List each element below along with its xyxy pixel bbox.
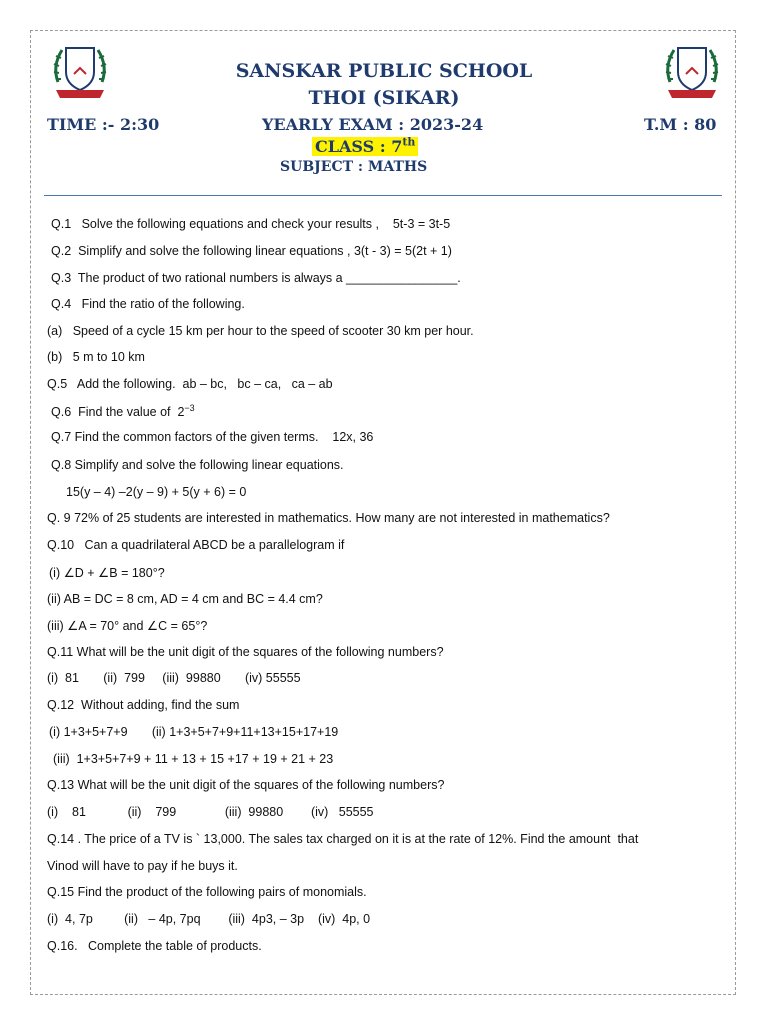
question-5: Q.5 Add the following. ab – bc, bc – ca, ca – ab	[47, 377, 333, 391]
question-10-iii: (iii) ∠A = 70° and ∠C = 65°?	[47, 619, 208, 633]
question-10-ii: (ii) AB = DC = 8 cm, AD = 4 cm and BC = 4.4 cm?	[47, 592, 323, 606]
question-2: Q.2 Simplify and solve the following linear equations , 3(t - 3) = 5(2t + 1)	[51, 244, 452, 258]
question-15: Q.15 Find the product of the following pairs of monomials.	[47, 885, 367, 899]
class-superscript: th	[402, 136, 416, 149]
question-8-equation: 15(y – 4) –2(y – 9) + 5(y + 6) = 0	[66, 485, 247, 499]
total-marks: T.M : 80	[644, 115, 717, 134]
question-3: Q.3 The product of two rational numbers is always a ________________.	[51, 271, 461, 285]
question-11-options: (i) 81 (ii) 799 (iii) 99880 (iv) 55555	[47, 671, 301, 685]
school-location: THOI (SIKAR)	[308, 87, 460, 109]
question-13-options: (i) 81 (ii) 799 (iii) 99880 (iv) 55555	[47, 805, 374, 819]
question-13: Q.13 What will be the unit digit of the squares of the following numbers?	[47, 778, 445, 792]
question-14-cont: Vinod will have to pay if he buys it.	[47, 859, 238, 873]
question-10: Q.10 Can a quadrilateral ABCD be a parallelogram if	[47, 538, 345, 552]
school-name: SANSKAR PUBLIC SCHOOL	[235, 60, 533, 82]
class-highlight	[312, 137, 418, 156]
question-7: Q.7 Find the common factors of the given terms. 12x, 36	[51, 430, 374, 444]
question-6-text: Q.6 Find the value of 2	[51, 405, 185, 420]
question-6	[51, 403, 195, 419]
question-8: Q.8 Simplify and solve the following linear equations.	[51, 458, 344, 472]
question-1: Q.1 Solve the following equations and check your results , 5t-3 = 3t-5	[51, 217, 451, 231]
question-4b: (b) 5 m to 10 km	[47, 350, 145, 364]
exam-time: TIME :- 2:30	[47, 115, 160, 134]
question-16: Q.16. Complete the table of products.	[47, 939, 262, 953]
question-12-iii: (iii) 1+3+5+7+9 + 11 + 13 + 15 +17 + 19 + 21 + 23	[53, 752, 334, 766]
question-4a: (a) Speed of a cycle 15 km per hour to the speed of scooter 30 km per hour.	[47, 324, 474, 338]
question-9: Q. 9 72% of 25 students are interested in mathematics. How many are not interested in mathematics?	[47, 511, 610, 525]
question-10-i: (i) ∠D + ∠B = 180°?	[49, 566, 165, 580]
class-label	[312, 136, 418, 156]
question-6-exponent: −3	[184, 403, 195, 413]
question-12: Q.12 Without adding, find the sum	[47, 698, 240, 712]
exam-title: YEARLY EXAM : 2023-24	[262, 115, 484, 134]
question-15-options: (i) 4, 7p (ii) – 4p, 7pq (iii) 4p3, – 3p (iv) 4p, 0	[47, 912, 371, 926]
class-text: CLASS : 7	[315, 137, 403, 157]
header-divider	[44, 195, 722, 196]
question-12-i-ii: (i) 1+3+5+7+9 (ii) 1+3+5+7+9+11+13+15+17+19	[49, 725, 339, 739]
question-4: Q.4 Find the ratio of the following.	[51, 297, 245, 311]
question-14: Q.14 . The price of a TV is ` 13,000. The sales tax charged on it is at the rate of 12%. Find the amount that	[47, 832, 639, 846]
subject-label: SUBJECT : MATHS	[280, 159, 428, 175]
question-11: Q.11 What will be the unit digit of the squares of the following numbers?	[47, 645, 444, 659]
